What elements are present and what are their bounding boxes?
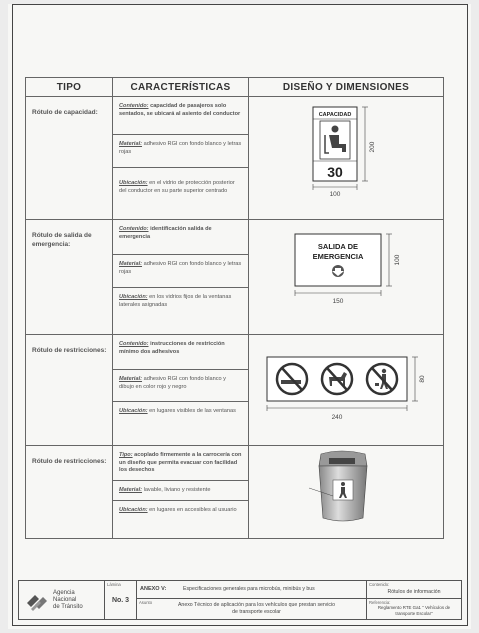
lamina-value: No. 3: [111, 597, 130, 604]
contenido-value: Rótulos de información: [387, 589, 441, 595]
table-row: [26, 97, 444, 220]
lamina-label: Lámina: [107, 582, 121, 587]
tipo-text: Tipo: acoplado firmemente a la carrocería con un diseño que permita evacuar con facilidad los desechos: [119, 452, 242, 474]
ubicacion-text: Ubicación: en lugares en accesibles al usuario: [113, 500, 248, 526]
dimension-height: 200: [369, 141, 376, 153]
material-text: Material: adhesivo RGI con fondo blanco y letras rojas: [113, 134, 248, 167]
dimension-width: 240: [331, 414, 343, 421]
dimension-width: 150: [332, 298, 344, 305]
ubicacion-text: Ubicación: en lugares visibles de las ventanas: [113, 401, 248, 433]
table-row: [26, 335, 444, 446]
anexo-label: ANEXO V:: [140, 586, 167, 592]
table-row: [26, 446, 444, 539]
tipo-cell: Rótulo de salida de emergencia:: [26, 220, 113, 335]
asunto-row: [137, 599, 366, 619]
ubicacion-text: Ubicación: en el vidrio de protección posterior del conductor en su parte superior centrado: [113, 167, 248, 207]
document-footer: [18, 580, 462, 620]
header-diseno: DISEÑO Y DIMENSIONES: [249, 78, 444, 97]
emergency-exit-sign-drawing: [249, 220, 444, 322]
anexo-row: [137, 581, 366, 599]
caracteristicas-cell: [113, 220, 249, 335]
table-row: [26, 220, 444, 335]
dimension-height: 80: [419, 375, 426, 383]
design-cell: [249, 335, 444, 446]
sign-number: 30: [327, 164, 343, 180]
caracteristicas-cell: [113, 97, 249, 220]
tipo-cell: Rótulo de restricciones:: [26, 446, 113, 539]
sign-line-2: EMERGENCIA: [312, 252, 364, 261]
referencia-row: [367, 599, 461, 619]
design-cell: [249, 446, 444, 539]
trash-bin-drawing: [249, 446, 444, 526]
header-caracteristicas: CARACTERÍSTICAS: [113, 78, 249, 97]
asunto-value: Anexo Técnico de aplicación para los vehículos que prestan servicio de transporte escolar: [177, 602, 336, 615]
contenido-text: Contenido: instrucciones de restricción mínimo dos adhesivos: [119, 341, 225, 355]
design-cell: [249, 220, 444, 335]
asunto-label: Asunto: [139, 600, 153, 605]
rotulos-table: [25, 77, 444, 539]
ubicacion-text: Ubicación: en los vidrios fijos de la ventanas laterales asignadas: [113, 287, 248, 322]
caracteristicas-cell: [113, 446, 249, 539]
capacity-sign-drawing: [249, 97, 444, 207]
header-tipo: TIPO: [26, 78, 113, 97]
referencia-label: Referencia:: [369, 600, 391, 605]
contenido-label: Contenido:: [369, 582, 390, 587]
design-cell: [249, 97, 444, 220]
sign-line-1: SALIDA DE: [317, 242, 359, 251]
referencia-value: Reglamento RTE Ga1 " Vehículos de transporte Escolar": [377, 605, 451, 616]
restriction-sign-drawing: [249, 335, 444, 433]
sign-title: CAPACIDAD: [318, 112, 352, 118]
agency-logo-icon: [25, 591, 51, 613]
caracteristicas-cell: [113, 335, 249, 446]
material-text: Material: adhesivo RGI con fondo blanco y letras rojas: [113, 254, 248, 287]
table-header-row: [26, 78, 444, 97]
anexo-value: Especificaciones generales para microbús, minibús y bus: [183, 586, 315, 592]
footer-lamina-cell: [105, 581, 137, 619]
seated-passenger-icon: [320, 121, 350, 159]
material-text: Material: lavable, liviano y resistente: [113, 480, 248, 500]
agency-name: Agencia Nacional de Tránsito: [53, 590, 83, 611]
material-text: Material: adhesivo RGI con fondo blanco y dibujo en color rojo y negro: [113, 369, 248, 401]
trash-bin-icon: [309, 451, 367, 521]
arrow-down-icon: [332, 265, 344, 277]
tipo-cell: Rótulo de restricciones:: [26, 335, 113, 446]
footer-logo-cell: [19, 581, 105, 619]
footer-anexo-cell: [137, 581, 367, 619]
contenido-text: Contenido: identificación salida de emergencia: [119, 226, 212, 240]
footer-contenido-cell: [367, 581, 461, 619]
contenido-row: [367, 581, 461, 599]
contenido-text: Contenido: capacidad de pasajeros solo sentados, se ubicará al asiento del conductor: [119, 103, 241, 117]
dimension-height: 100: [394, 254, 401, 266]
dimension-width: 100: [329, 191, 341, 198]
tipo-cell: Rótulo de capacidad:: [26, 97, 113, 220]
